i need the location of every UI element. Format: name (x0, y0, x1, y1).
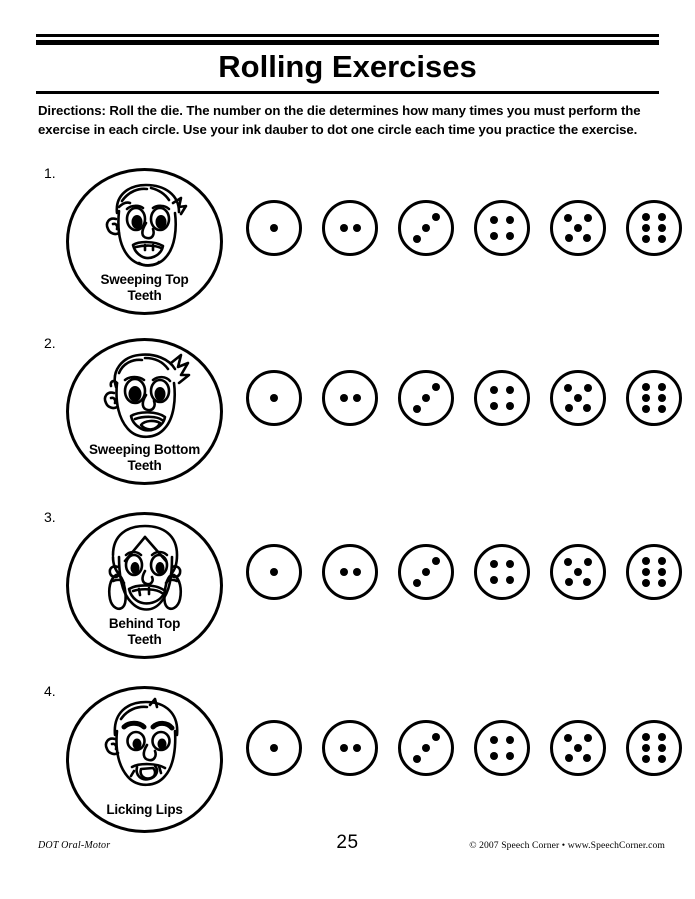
die-pip (506, 576, 514, 584)
die-circle-6[interactable] (626, 720, 682, 776)
die-pip (490, 736, 498, 744)
die-pip (565, 234, 573, 242)
die-circle-5[interactable] (550, 370, 606, 426)
die-pip (506, 752, 514, 760)
exercise-label (59, 272, 230, 304)
die-circle-3[interactable] (398, 370, 454, 426)
header-bottom-rule (36, 91, 659, 94)
exercise-row (0, 680, 695, 850)
die-pip (490, 576, 498, 584)
die-pip (422, 224, 430, 232)
die-pip (490, 752, 498, 760)
die-pip (564, 734, 572, 742)
die-pip (564, 558, 572, 566)
die-pip (658, 579, 666, 587)
die-pip (584, 734, 592, 742)
exercise-face-badge (66, 168, 223, 315)
exercise-row (0, 162, 695, 332)
die-pip (565, 754, 573, 762)
die-pip (658, 394, 666, 402)
exercise-label (59, 616, 230, 648)
die-pip (574, 568, 582, 576)
die-pip (574, 394, 582, 402)
die-pip (422, 744, 430, 752)
die-circle-2[interactable] (322, 370, 378, 426)
die-pip (583, 404, 591, 412)
die-pip (642, 568, 650, 576)
die-pip (642, 224, 650, 232)
die-pip (413, 235, 421, 243)
die-pip (564, 214, 572, 222)
exercise-label-line-1: Behind Top (108, 616, 181, 631)
footer-copyright: © 2007 Speech Corner • www.SpeechCorner.com (469, 840, 665, 851)
die-pip (432, 733, 440, 741)
die-pip (353, 568, 361, 576)
die-circle-6[interactable] (626, 544, 682, 600)
die-pip (658, 383, 666, 391)
die-circle-1[interactable] (246, 200, 302, 256)
die-pip (353, 394, 361, 402)
die-circle-5[interactable] (550, 200, 606, 256)
die-pip (270, 744, 278, 752)
exercise-number: 2. (44, 335, 56, 351)
die-pip (565, 404, 573, 412)
die-pip (642, 557, 650, 565)
exercise-label-line-1: Licking Lips (106, 802, 183, 817)
exercise-label (59, 802, 230, 818)
page-number: 25 (336, 832, 359, 853)
exercise-face-badge (66, 338, 223, 485)
die-circle-3[interactable] (398, 200, 454, 256)
die-pip (658, 224, 666, 232)
page-footer (0, 832, 695, 862)
die-pip (340, 394, 348, 402)
die-pip (413, 579, 421, 587)
die-pip (574, 744, 582, 752)
die-pip (340, 224, 348, 232)
die-pip (658, 744, 666, 752)
die-pip (642, 579, 650, 587)
die-pip (270, 394, 278, 402)
footer-series-label: DOT Oral-Motor (38, 840, 111, 851)
die-circle-1[interactable] (246, 720, 302, 776)
die-circle-2[interactable] (322, 720, 378, 776)
dice-strip (246, 332, 682, 502)
dice-strip (246, 162, 682, 332)
die-pip (642, 733, 650, 741)
exercise-number: 1. (44, 165, 56, 181)
die-pip (658, 235, 666, 243)
die-circle-3[interactable] (398, 544, 454, 600)
die-pip (658, 405, 666, 413)
die-pip (642, 744, 650, 752)
die-pip (642, 383, 650, 391)
page-title: Rolling Exercises (218, 49, 477, 84)
die-pip (490, 386, 498, 394)
die-pip (490, 560, 498, 568)
die-pip (642, 405, 650, 413)
die-circle-5[interactable] (550, 720, 606, 776)
die-pip (658, 568, 666, 576)
die-pip (642, 213, 650, 221)
die-pip (658, 557, 666, 565)
die-pip (583, 754, 591, 762)
die-circle-2[interactable] (322, 200, 378, 256)
die-pip (584, 558, 592, 566)
die-pip (506, 386, 514, 394)
die-circle-4[interactable] (474, 200, 530, 256)
die-circle-2[interactable] (322, 544, 378, 600)
die-pip (506, 232, 514, 240)
directions-text: Directions: Roll the die. The number on the die determines how many times you must perform the exercise in each circle. Use your ink dauber to dot one circle each time you practice the exercise. (38, 103, 641, 137)
boy-tongue-out-face-icon (89, 697, 201, 797)
die-circle-1[interactable] (246, 370, 302, 426)
die-pip (413, 755, 421, 763)
die-pip (490, 232, 498, 240)
header-top-rule (36, 34, 659, 45)
die-pip (506, 560, 514, 568)
die-pip (353, 744, 361, 752)
die-pip (340, 744, 348, 752)
die-pip (422, 394, 430, 402)
die-circle-1[interactable] (246, 544, 302, 600)
boy-wavy-hair-face-icon (89, 349, 201, 449)
die-circle-5[interactable] (550, 544, 606, 600)
die-pip (583, 578, 591, 586)
die-pip (353, 224, 361, 232)
die-circle-4[interactable] (474, 720, 530, 776)
exercise-label-line-1: Sweeping Bottom (89, 442, 200, 457)
exercise-label-line-2: Teeth (127, 288, 162, 303)
die-pip (642, 755, 650, 763)
die-pip (574, 224, 582, 232)
die-pip (565, 578, 573, 586)
die-pip (642, 235, 650, 243)
exercise-label-line-2: Teeth (127, 458, 162, 473)
dice-strip (246, 680, 682, 850)
exercise-row (0, 506, 695, 676)
exercise-face-badge (66, 686, 223, 833)
die-pip (413, 405, 421, 413)
die-pip (584, 214, 592, 222)
die-circle-6[interactable] (626, 200, 682, 256)
die-pip (270, 224, 278, 232)
die-pip (506, 216, 514, 224)
die-pip (658, 755, 666, 763)
die-pip (340, 568, 348, 576)
die-pip (432, 213, 440, 221)
exercise-number: 3. (44, 509, 56, 525)
die-pip (658, 213, 666, 221)
die-pip (584, 384, 592, 392)
die-pip (490, 216, 498, 224)
die-pip (564, 384, 572, 392)
exercise-face-badge (66, 512, 223, 659)
exercise-row (0, 332, 695, 502)
die-pip (432, 383, 440, 391)
exercise-label (59, 442, 230, 474)
die-pip (432, 557, 440, 565)
boy-spiky-hair-face-icon (89, 179, 201, 279)
girl-pigtails-face-icon (89, 523, 201, 623)
die-circle-4[interactable] (474, 370, 530, 426)
dice-strip (246, 506, 682, 676)
die-pip (642, 394, 650, 402)
die-circle-6[interactable] (626, 370, 682, 426)
exercise-label-line-2: Teeth (127, 632, 162, 647)
die-circle-3[interactable] (398, 720, 454, 776)
die-pip (422, 568, 430, 576)
exercise-number: 4. (44, 683, 56, 699)
die-pip (583, 234, 591, 242)
exercise-label-line-1: Sweeping Top (100, 272, 189, 287)
die-pip (490, 402, 498, 410)
die-circle-4[interactable] (474, 544, 530, 600)
die-pip (270, 568, 278, 576)
die-pip (658, 733, 666, 741)
die-pip (506, 736, 514, 744)
die-pip (506, 402, 514, 410)
